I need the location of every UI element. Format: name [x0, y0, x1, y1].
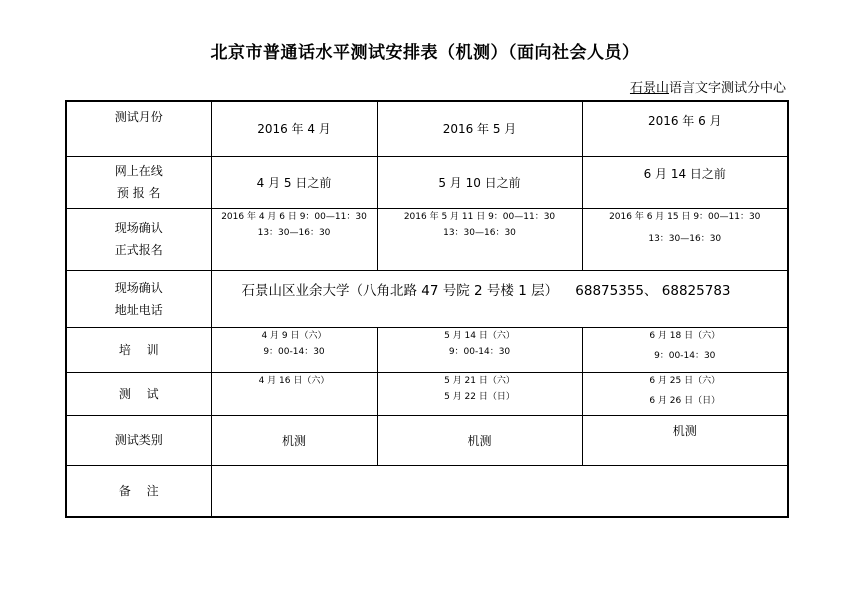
online-col-2: 5 月 10 日之前 [377, 156, 582, 208]
phone-numbers: 68875355、 68825783 [575, 282, 731, 299]
label-online-prereg: 网上在线 预 报 名 [66, 156, 211, 208]
onsite-col-2: 2016 年 5 月 11 日 9：00—11：30 13：30—16：30 [377, 208, 582, 270]
label-test-month: 测试月份 [66, 101, 211, 156]
label-test-type: 测试类别 [66, 415, 211, 465]
row-test-date [66, 372, 788, 415]
row-test-type [66, 415, 788, 465]
training-col-2: 5 月 14 日（六） 9：00-14：30 [377, 327, 582, 372]
training-col-3: 6 月 18 日（六） 9：00-14：30 [582, 327, 788, 372]
row-remark [66, 465, 788, 517]
organization-name [630, 77, 786, 96]
org-center: 语言文字测试分中心 [668, 81, 786, 96]
row-address-phone [66, 270, 788, 327]
remark-value [211, 465, 788, 517]
onsite-col-1: 2016 年 4 月 6 日 9：00—11：30 13：30—16：30 [211, 208, 377, 270]
onsite-col-3: 2016 年 6 月 15 日 9：00—11：30 13：30—16：30 [582, 208, 788, 270]
type-col-3: 机测 [582, 415, 788, 465]
address-text: 石景山区业余大学（八角北路 47 号院 2 号楼 1 层） [241, 282, 559, 299]
training-col-1: 4 月 9 日（六） 9：00-14：30 [211, 327, 377, 372]
test-col-3: 6 月 25 日（六） 6 月 26 日（日） [582, 372, 788, 415]
type-col-2: 机测 [377, 415, 582, 465]
label-onsite-registration: 现场确认 正式报名 [66, 208, 211, 270]
label-training: 培 训 [66, 327, 211, 372]
online-col-1: 4 月 5 日之前 [211, 156, 377, 208]
month-col-1: 2016 年 4 月 [211, 101, 377, 156]
page-title: 北京市普通话水平测试安排表（机测）（面向社会人员） [210, 43, 640, 63]
row-test-month [66, 101, 788, 156]
address-phone-value [211, 270, 788, 327]
schedule-table [65, 100, 789, 518]
online-col-3: 6 月 14 日之前 [582, 156, 788, 208]
month-col-3: 2016 年 6 月 [582, 101, 788, 156]
row-onsite-registration [66, 208, 788, 270]
org-district: 石景山 [629, 81, 669, 96]
month-col-2: 2016 年 5 月 [377, 101, 582, 156]
label-address-phone: 现场确认 地址电话 [66, 270, 211, 327]
type-col-1: 机测 [211, 415, 377, 465]
label-remark: 备 注 [66, 465, 211, 517]
row-online-prereg [66, 156, 788, 208]
row-training [66, 327, 788, 372]
test-col-1: 4 月 16 日（六） [211, 372, 377, 415]
test-col-2: 5 月 21 日（六） 5 月 22 日（日） [377, 372, 582, 415]
label-test-date: 测 试 [66, 372, 211, 415]
